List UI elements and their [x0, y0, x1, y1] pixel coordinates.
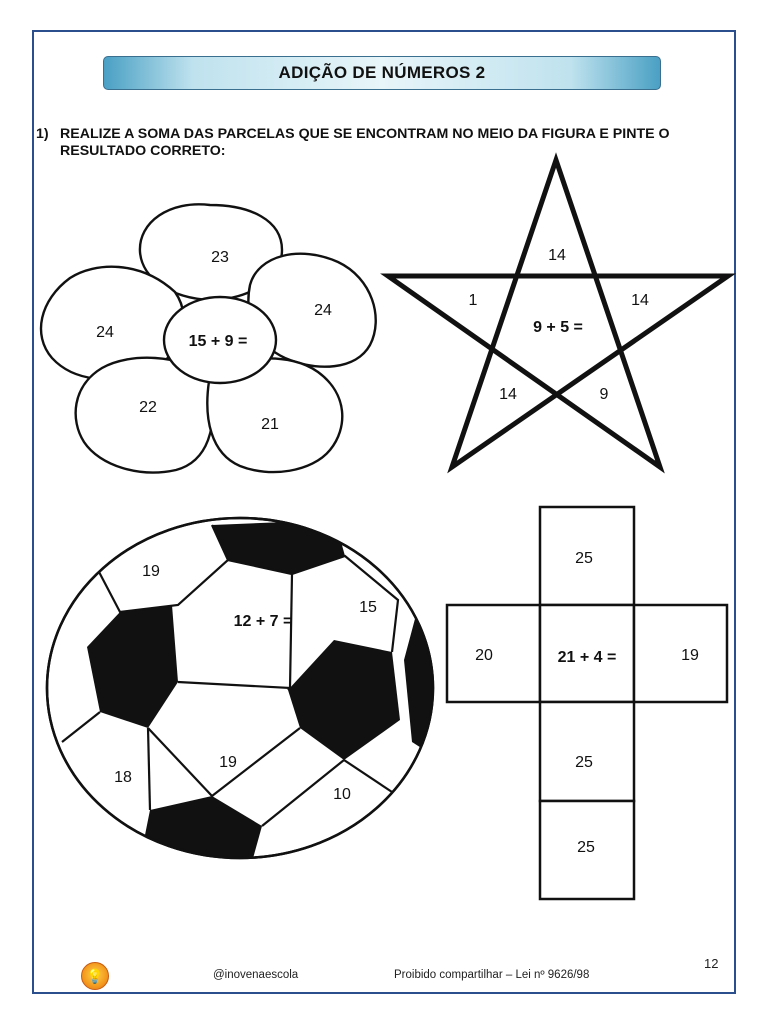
flower-petal-label: 21	[261, 416, 279, 433]
cross-cell-label: 25	[577, 839, 595, 856]
cross-equation: 21 + 4 =	[557, 649, 617, 666]
flower-equation: 15 + 9 =	[188, 333, 248, 350]
page-title: ADIÇÃO DE NÚMEROS 2	[103, 56, 661, 90]
ball-panel-label: 19	[219, 754, 237, 771]
ball-panel-label: 19	[142, 563, 160, 580]
ball-panel-label: 18	[114, 769, 132, 786]
star-point-label: 14	[548, 247, 566, 264]
cross-cell-lower	[540, 702, 634, 801]
footer-notice: Proibido compartilhar – Lei nº 9626/98	[394, 969, 590, 981]
logo-glyph: 💡	[86, 967, 104, 984]
star-point-label: 9	[599, 386, 609, 403]
star-equation: 9 + 5 =	[533, 319, 583, 336]
cross-cell-label: 20	[475, 647, 493, 664]
star-point-label: 14	[499, 386, 517, 403]
ball-panel-label: 15	[359, 599, 377, 616]
ball-equation: 12 + 7 =	[233, 613, 293, 630]
instruction-number: 1)	[36, 126, 49, 142]
cross-cell-label: 25	[575, 754, 593, 771]
ball-panel-label: 10	[333, 786, 351, 803]
cross-cell-label: 25	[575, 550, 593, 567]
flower-petal-label: 23	[211, 249, 229, 266]
star-point-label: 1	[468, 292, 478, 309]
lightbulb-logo-icon	[81, 962, 109, 990]
soccer-ball-figure	[47, 518, 440, 862]
cross-cell-label: 19	[681, 647, 699, 664]
instruction-text: REALIZE A SOMA DAS PARCELAS QUE SE ENCONTRAM NO MEIO DA FIGURA E PINTE O RESULTADO CORRETO:	[60, 126, 670, 159]
flower-petal-label: 24	[96, 324, 114, 341]
cross-cell-left	[447, 605, 540, 702]
star-figure	[388, 160, 728, 467]
footer-handle: @inovenaescola	[213, 969, 299, 981]
page-number: 12	[704, 956, 719, 971]
star-point-label: 14	[631, 292, 649, 309]
flower-petal-label: 24	[314, 302, 332, 319]
flower-petal-label: 22	[139, 399, 157, 416]
